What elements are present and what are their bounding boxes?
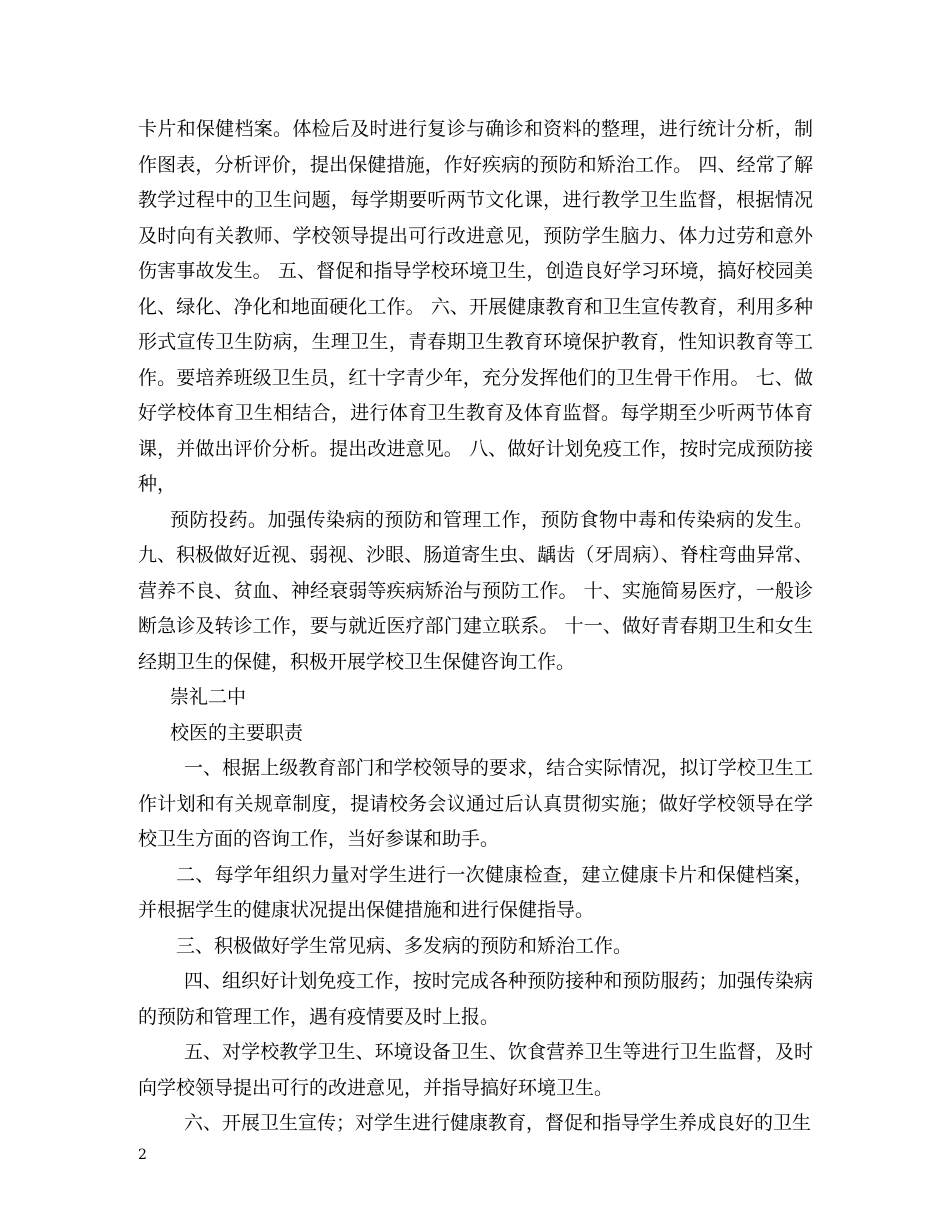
paragraph-duty-4: 四、组织好计划免疫工作，按时完成各种预防接种和预防服药；加强传染病的预防和管理工作，遇有疫情要及时上报。 [138,970,813,1028]
paragraph-duty-3: 三、积极做好学生常见病、多发病的预防和矫治工作。 [176,934,633,957]
paragraph-continued: 卡片和保健档案。体检后及时进行复诊与确诊和资料的整理，进行统计分析，制作图表，分析评价，提出保健措施，作好疾病的预防和矫治工作。 四、经常了解教学过程中的卫生问题，每学期要听两节文化课，进行教学卫生监督，根据情况及时向有关教师、学校领导提出可行改进意见，预防学生脑力、体力过劳和意外伤害事故发生。 五、督促和指导学校环境卫生，创造良好学习环境，搞好校园美化、绿化、净化和地面硬化工作。 六、开展健康教育和卫生宣传教育，利用多种形式宣传卫生防病，生理卫生，青春期卫生教育环境保护教育，性知识教育等工作。要培养班级卫生员，红十字青少年，充分发挥他们的卫生骨干作用。 七、做好学校体育卫生相结合，进行体育卫生教育及体育监督。每学期至少听两节体育课，并做出评价分析。提出改进意见。 八、做好计划免疫工作，按时完成预防接种， [138,118,813,495]
page-number: 2 [138,1147,147,1163]
paragraph-duty-5: 五、对学校教学卫生、环境设备卫生、饮食营养卫生等进行卫生监督，及时向学校领导提出可行的改进意见，并指导搞好环境卫生。 [138,1041,813,1099]
school-name: 崇礼二中 [170,686,247,708]
paragraph-duty-1: 一、根据上级教育部门和学校领导的要求，结合实际情况，拟订学校卫生工作计划和有关规章制度，提请校务会议通过后认真贯彻实施；做好学校领导在学校卫生方面的咨询工作，当好参谋和助手。 [138,757,813,850]
document-body [138,112,813,1142]
paragraph-prevention: 预防投药。加强传染病的预防和管理工作，预防食物中毒和传染病的发生。 九、积极做好近视、弱视、沙眼、肠道寄生虫、龋齿（牙周病）、脊柱弯曲异常、营养不良、贫血、神经衰弱等疾病矫治与预防工作。 十、实施简易医疗，一般诊断急诊及转诊工作，要与就近医疗部门建立联系。 十一、做好青春期卫生和女生经期卫生的保健，积极开展学校卫生保健咨询工作。 [138,508,813,673]
paragraph-duty-2: 二、每学年组织力量对学生进行一次健康检查，建立健康卡片和保健档案，并根据学生的健康状况提出保健措施和进行保健指导。 [138,863,813,921]
section-heading: 校医的主要职责 [170,721,304,744]
paragraph-duty-6: 六、开展卫生宣传；对学生进行健康教育，督促和指导学生养成良好的卫生 [184,1112,812,1134]
